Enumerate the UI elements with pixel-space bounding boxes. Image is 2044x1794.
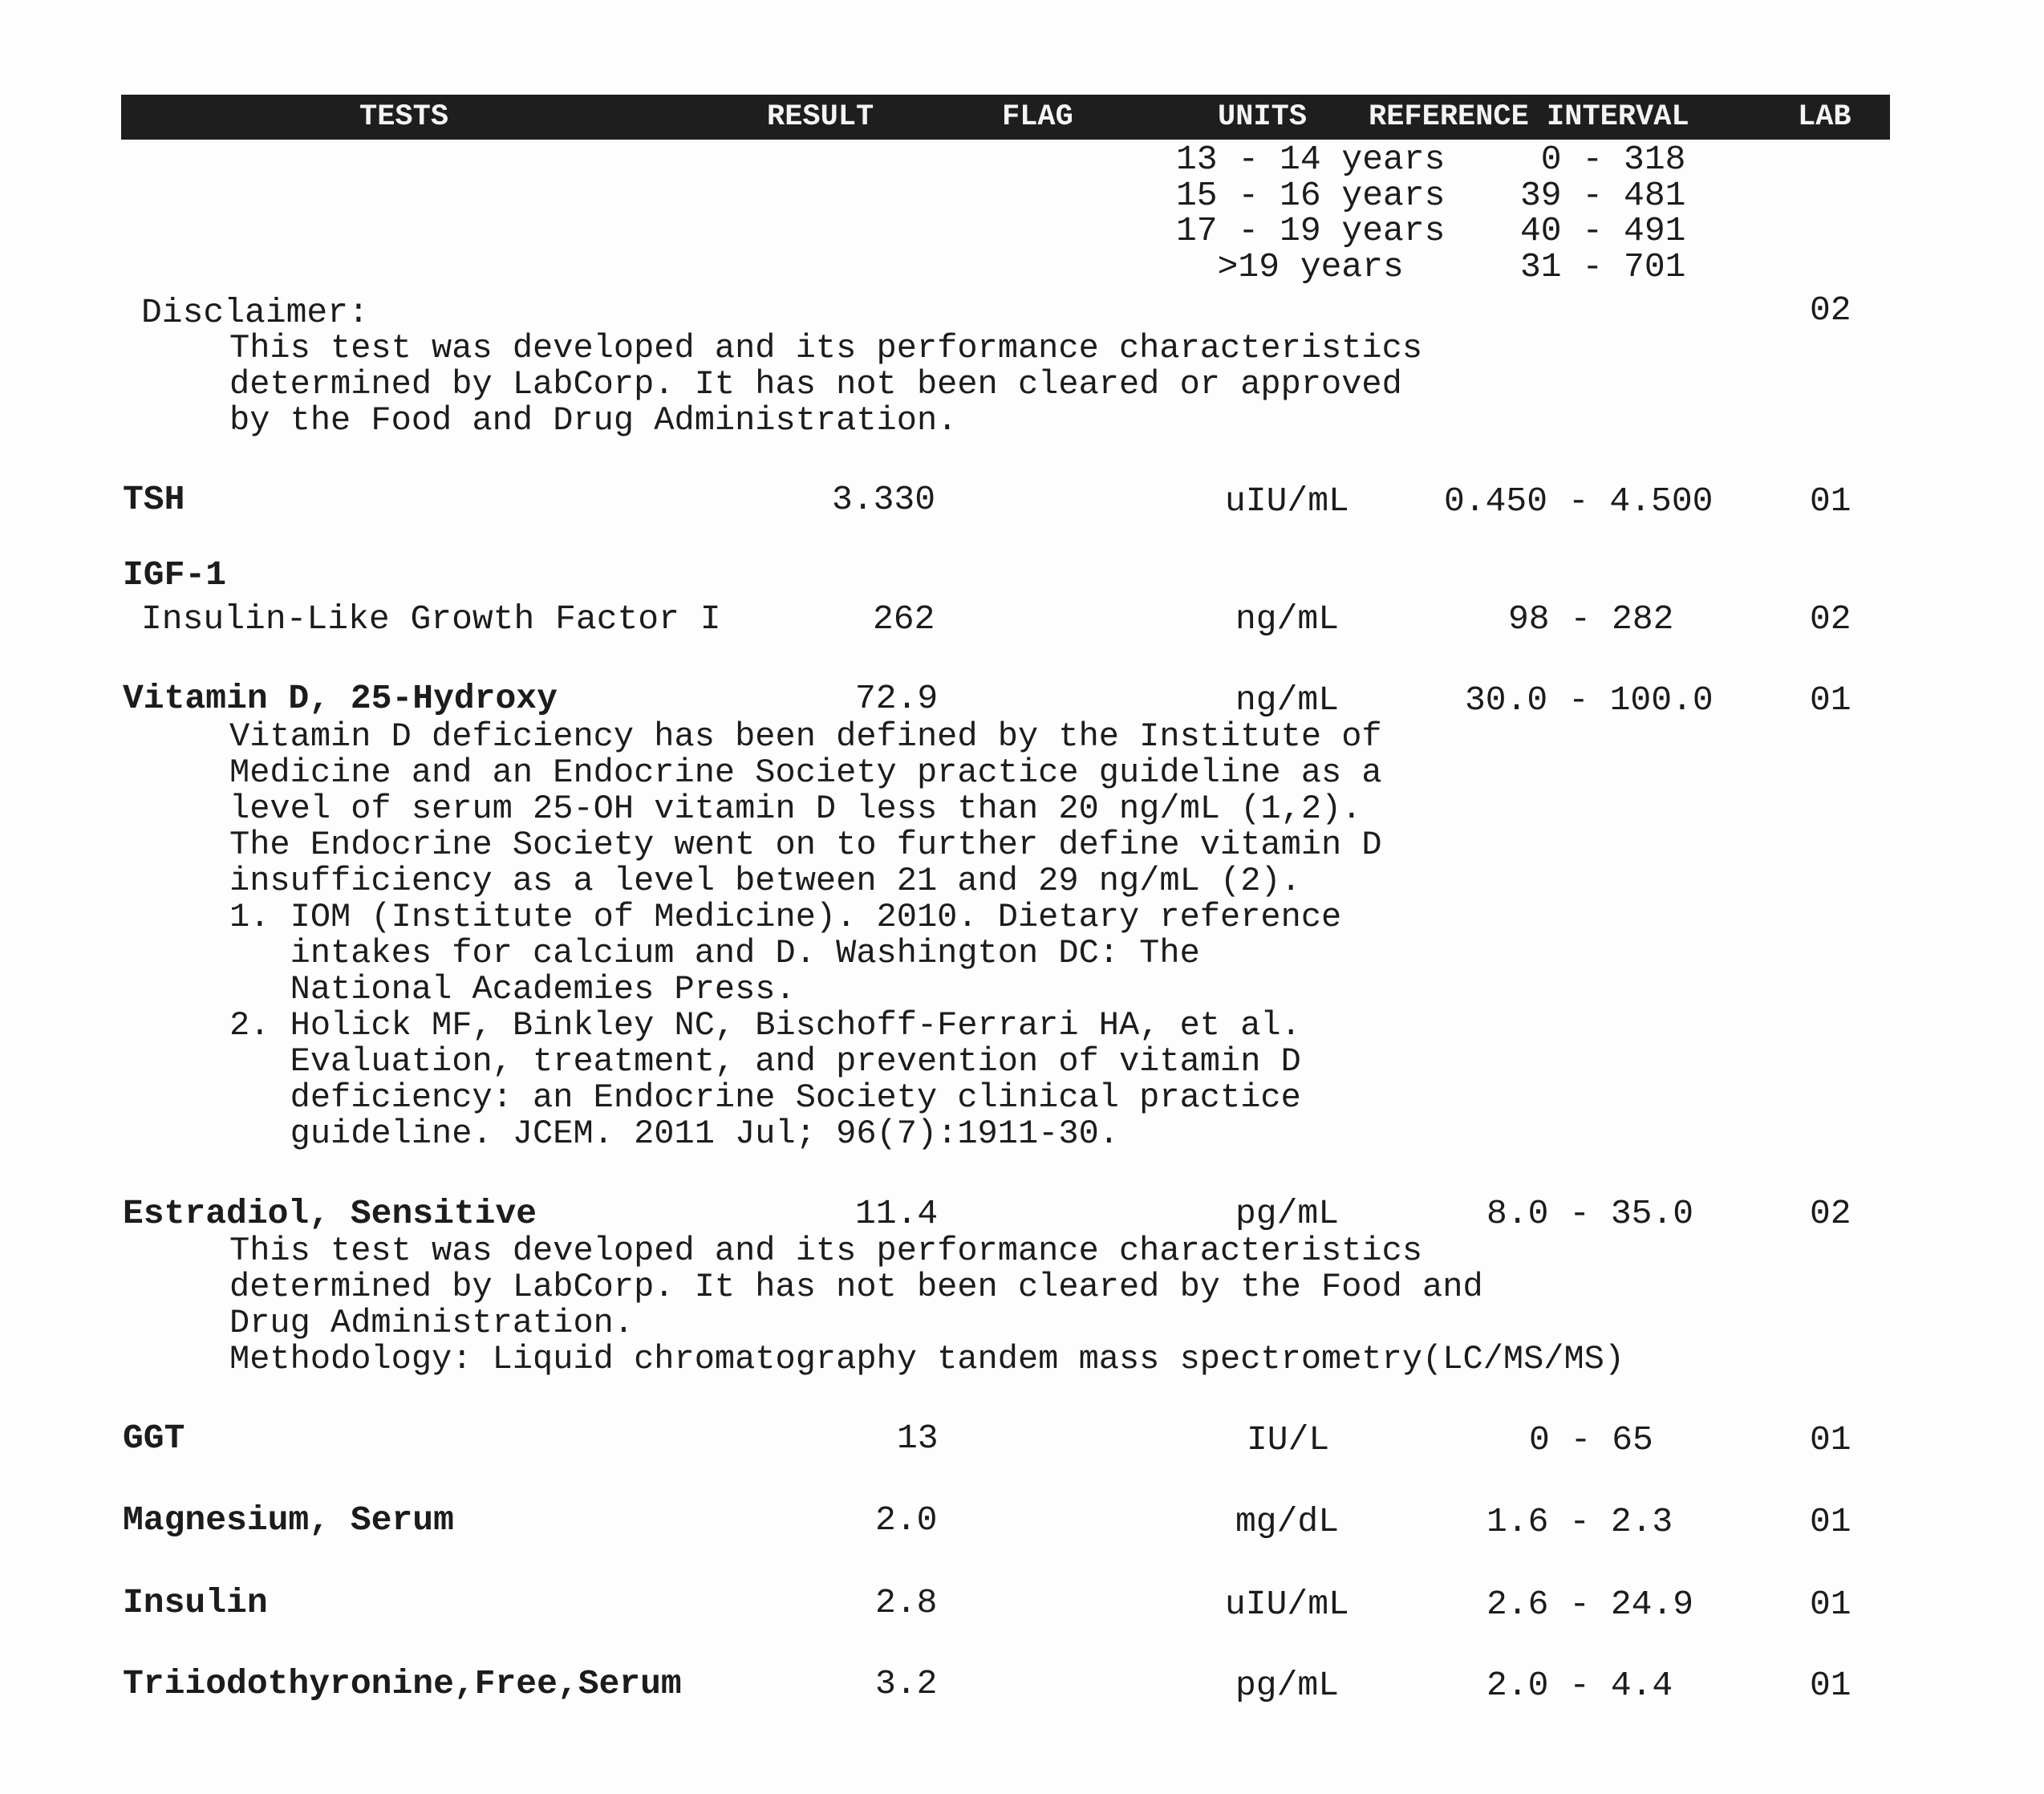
lab-free-t3: 01: [1810, 1666, 1851, 1705]
units-estradiol: pg/mL: [1235, 1194, 1340, 1233]
range-insulin: 2.6 - 24.9: [1486, 1585, 1694, 1624]
col-reference-interval: REFERENCE INTERVAL: [1369, 100, 1689, 134]
disclaimer-line-1: This test was developed and its performance characteristics: [229, 329, 1423, 367]
lab-magnesium: 01: [1810, 1502, 1851, 1541]
age-range-2: 15 - 16 years: [1176, 176, 1446, 215]
lab-estradiol: 02: [1810, 1194, 1851, 1233]
age-range-1-value: 0 - 318: [1520, 140, 1686, 179]
units-vitamin-d: ng/mL: [1235, 680, 1340, 720]
result-free-t3: 3.2: [875, 1664, 938, 1703]
range-free-t3: 2.0 - 4.4: [1486, 1666, 1673, 1705]
age-range-4: >19 years: [1176, 247, 1404, 286]
lab-igf1: 02: [1810, 599, 1851, 639]
age-range-2-value: 39 - 481: [1520, 176, 1686, 215]
vitamin-d-note-1: Vitamin D deficiency has been defined by the Institute of: [229, 717, 1382, 756]
vitamin-d-note-2: Medicine and an Endocrine Society practice guideline as a: [229, 753, 1382, 792]
lab-vitamin-d: 01: [1810, 680, 1851, 720]
result-estradiol: 11.4: [855, 1194, 939, 1233]
test-name-vitamin-d: Vitamin D, 25-Hydroxy: [123, 679, 558, 718]
estradiol-note-2: determined by LabCorp. It has not been cleared by the Food and: [229, 1268, 1483, 1306]
vitamin-d-note-3: level of serum 25-OH vitamin D less than 20 ng/mL (1,2).: [229, 789, 1362, 828]
range-estradiol: 8.0 - 35.0: [1486, 1194, 1694, 1233]
units-free-t3: pg/mL: [1235, 1666, 1340, 1705]
test-name-insulin: Insulin: [123, 1583, 268, 1622]
col-tests: TESTS: [359, 100, 449, 134]
lab-ggt: 01: [1810, 1420, 1851, 1459]
col-result: RESULT: [767, 100, 874, 134]
test-name-estradiol: Estradiol, Sensitive: [123, 1194, 537, 1233]
test-name-igf1: IGF-1: [123, 555, 227, 595]
col-units: UNITS: [1218, 100, 1308, 134]
col-flag: FLAG: [1002, 100, 1073, 134]
units-insulin: uIU/mL: [1225, 1585, 1349, 1624]
units-ggt: IU/L: [1247, 1420, 1330, 1459]
vitamin-d-ref-1-line-2: intakes for calcium and D. Washington DC: The: [229, 934, 1200, 972]
test-name-magnesium: Magnesium, Serum: [123, 1500, 454, 1540]
result-ggt: 13: [897, 1419, 939, 1458]
result-igf1: 262: [873, 599, 935, 639]
test-subname-igf1: Insulin-Like Growth Factor I: [141, 599, 721, 639]
range-ggt: 0 - 65: [1529, 1420, 1653, 1459]
age-range-4-value: 31 - 701: [1520, 247, 1686, 286]
vitamin-d-ref-1-line-1: 1. IOM (Institute of Medicine). 2010. Dietary reference: [229, 898, 1342, 936]
vitamin-d-ref-1-line-3: National Academies Press.: [229, 970, 796, 1009]
vitamin-d-ref-2-line-4: guideline. JCEM. 2011 Jul; 96(7):1911-30.: [229, 1114, 1119, 1153]
result-insulin: 2.8: [875, 1583, 938, 1622]
result-tsh: 3.330: [832, 480, 936, 519]
estradiol-note-3: Drug Administration.: [229, 1304, 635, 1342]
lab-insulin: 01: [1810, 1585, 1851, 1624]
column-header-bar: [121, 95, 1890, 140]
lab-tsh: 01: [1810, 481, 1851, 521]
units-igf1: ng/mL: [1235, 599, 1340, 639]
disclaimer-line-2: determined by LabCorp. It has not been cleared or approved: [229, 365, 1402, 404]
range-tsh: 0.450 - 4.500: [1444, 481, 1713, 521]
col-lab: LAB: [1798, 100, 1851, 134]
test-name-ggt: GGT: [123, 1419, 185, 1458]
vitamin-d-note-4: The Endocrine Society went on to further define vitamin D: [229, 826, 1382, 864]
result-vitamin-d: 72.9: [855, 679, 939, 718]
age-range-3-value: 40 - 491: [1520, 211, 1686, 250]
range-vitamin-d: 30.0 - 100.0: [1465, 680, 1713, 720]
units-tsh: uIU/mL: [1225, 481, 1349, 521]
test-name-free-t3: Triiodothyronine,Free,Serum: [123, 1664, 682, 1703]
age-range-1: 13 - 14 years: [1176, 140, 1446, 179]
vitamin-d-note-5: insufficiency as a level between 21 and 29 ng/mL (2).: [229, 862, 1301, 900]
estradiol-methodology: Methodology: Liquid chromatography tandem mass spectrometry(LC/MS/MS): [229, 1340, 1625, 1378]
range-igf1: 98 - 282: [1508, 599, 1674, 639]
vitamin-d-ref-2-line-1: 2. Holick MF, Binkley NC, Bischoff-Ferrari HA, et al.: [229, 1006, 1301, 1045]
disclaimer-line-3: by the Food and Drug Administration.: [229, 401, 958, 440]
units-magnesium: mg/dL: [1235, 1502, 1340, 1541]
disclaimer-lab: 02: [1810, 290, 1851, 330]
disclaimer-label: Disclaimer:: [141, 293, 369, 332]
vitamin-d-ref-2-line-3: deficiency: an Endocrine Society clinical practice: [229, 1078, 1301, 1117]
vitamin-d-ref-2-line-2: Evaluation, treatment, and prevention of vitamin D: [229, 1042, 1301, 1081]
test-name-tsh: TSH: [123, 480, 185, 519]
range-magnesium: 1.6 - 2.3: [1486, 1502, 1673, 1541]
estradiol-note-1: This test was developed and its performance characteristics: [229, 1232, 1423, 1270]
result-magnesium: 2.0: [875, 1500, 938, 1540]
age-range-3: 17 - 19 years: [1176, 211, 1446, 250]
